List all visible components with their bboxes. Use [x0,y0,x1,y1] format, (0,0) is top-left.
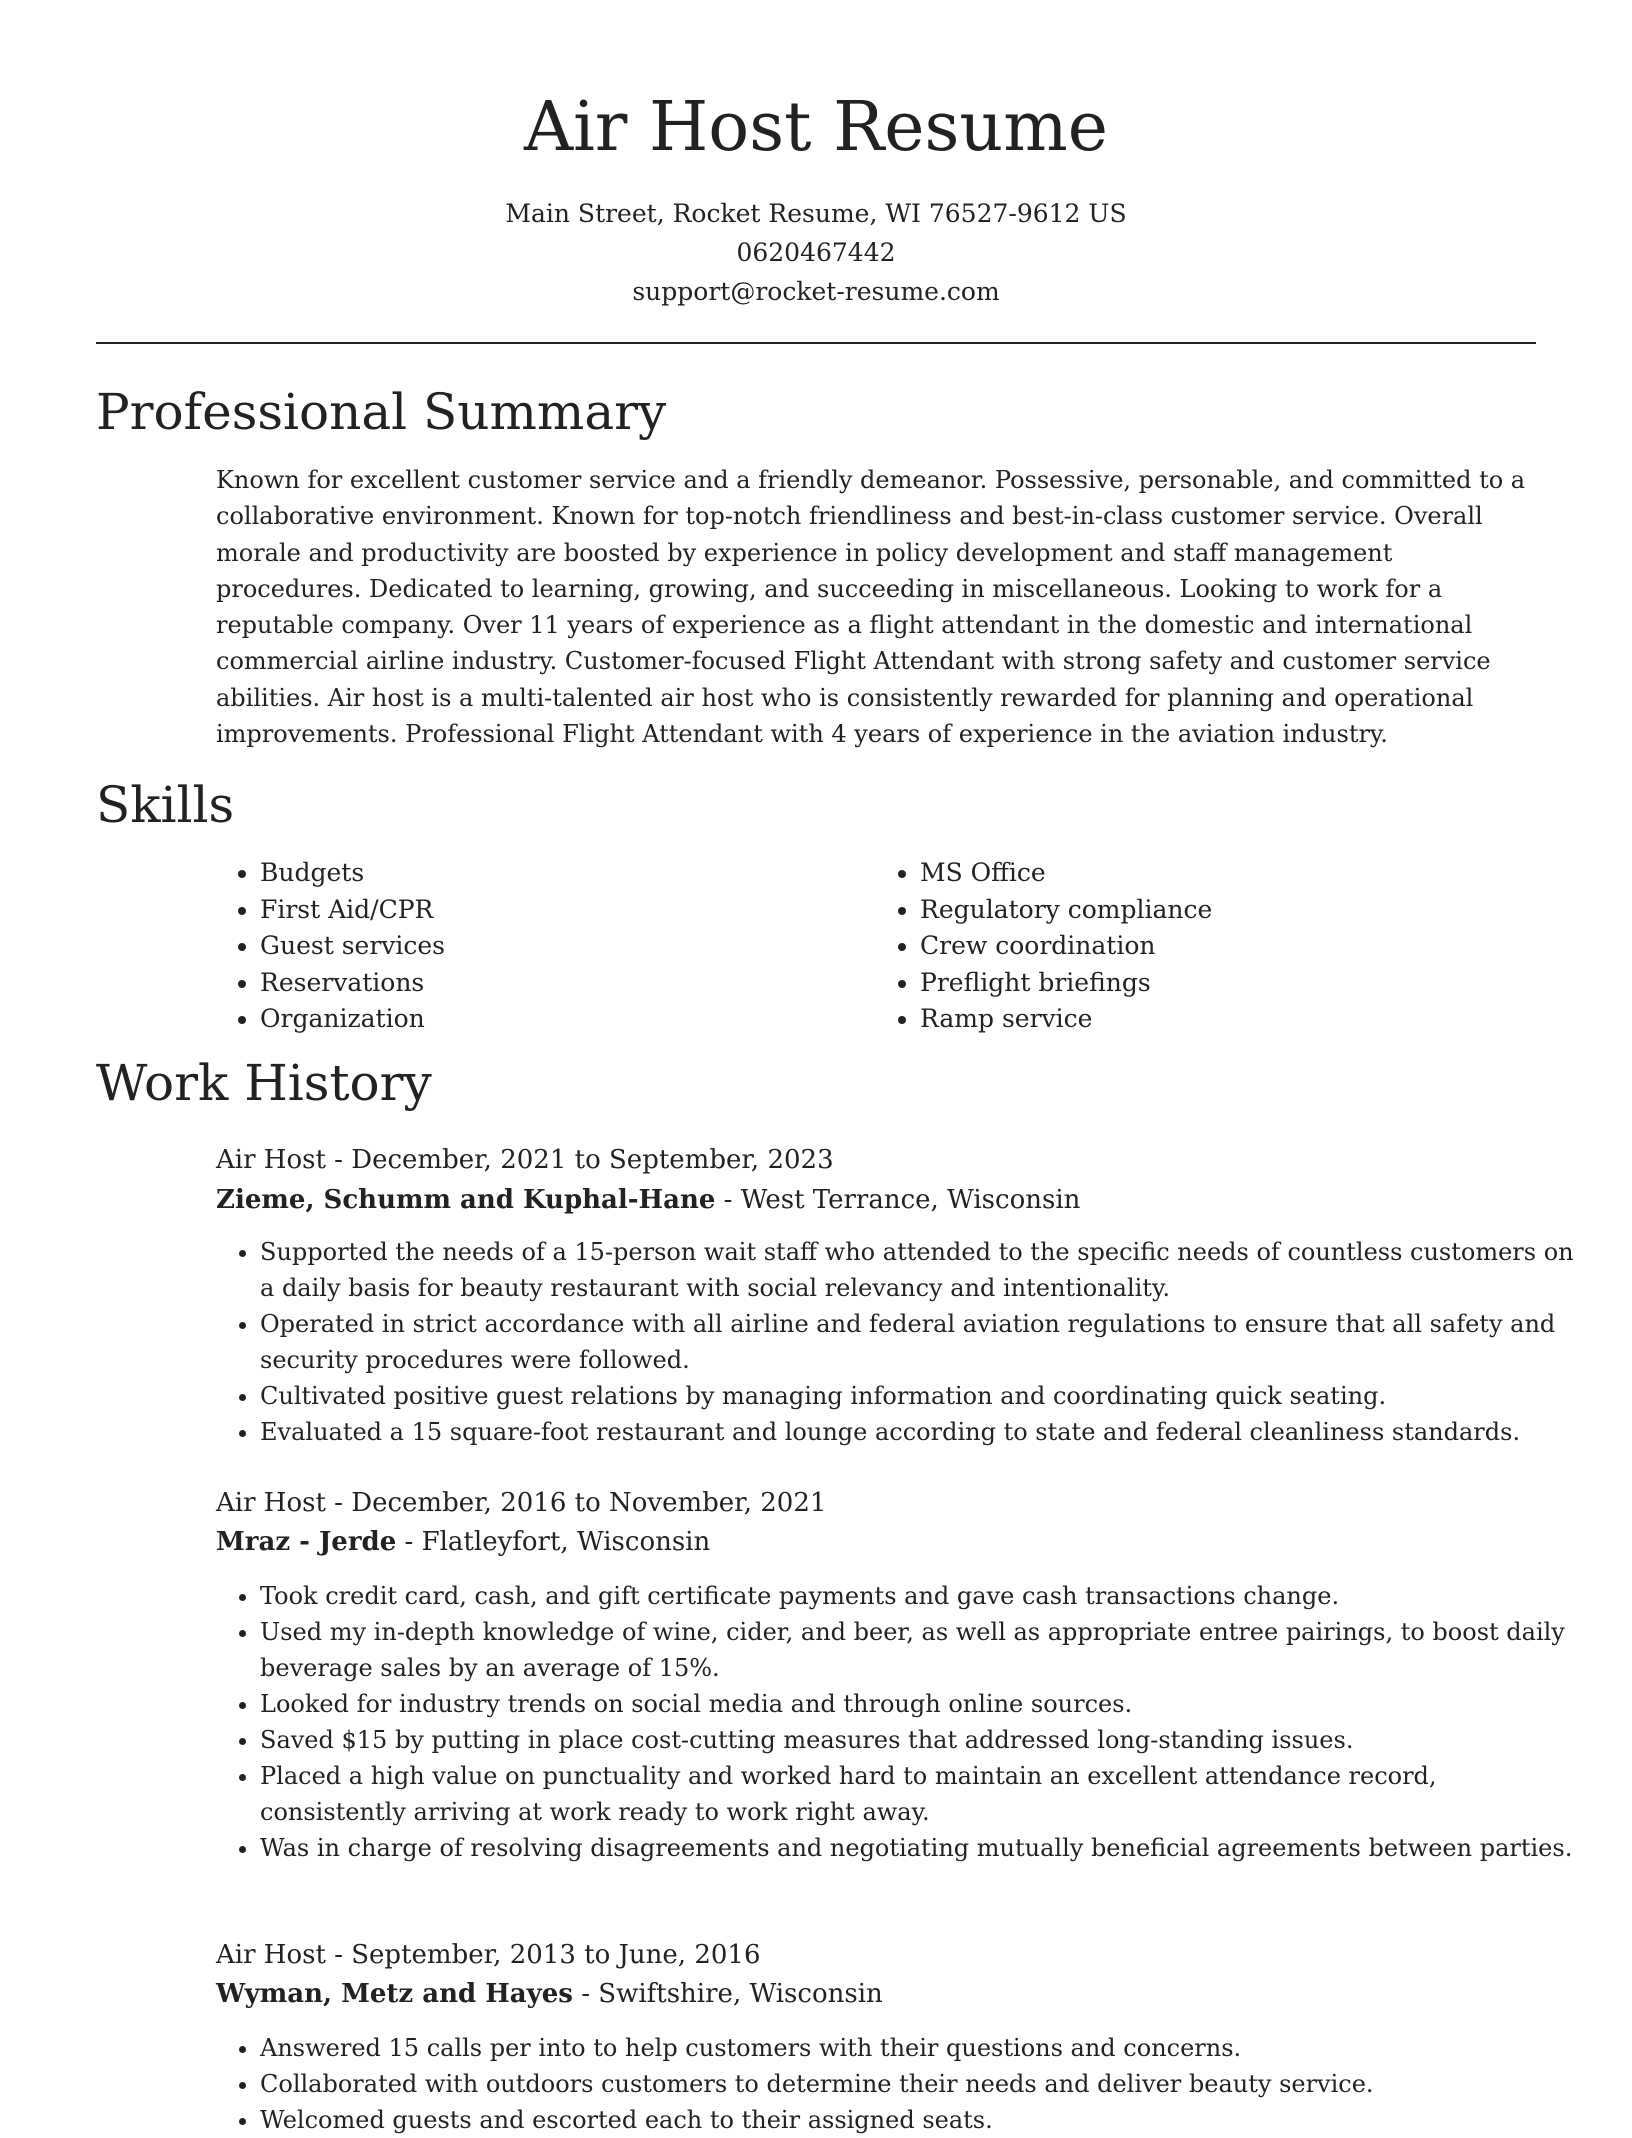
job-title: Air Host [216,1145,326,1175]
job-company-line: Mraz - Jerde - Flatleyfort, Wisconsin [216,1527,711,1557]
job-title: Air Host [216,1488,326,1518]
job-title-line: Air Host - December, 2021 to September, 2023 [216,1145,834,1175]
job-bullets [216,2030,1580,2138]
job-bullet: • Answered 15 calls per into to help customers with their questions and concerns. [260,2030,1580,2066]
job-bullets [216,1578,1580,1866]
job-title-line: Air Host - September, 2013 to June, 2016 [216,1940,761,1970]
skills-column-left [216,855,876,1038]
job-title-line: Air Host - December, 2016 to November, 2021 [216,1488,827,1518]
job-company-line: Wyman, Metz and Hayes - Swiftshire, Wisconsin [216,1979,883,2009]
job-company: Mraz - Jerde [216,1527,397,1557]
skill-item: • Crew coordination [920,928,1536,965]
skill-item: • Guest services [260,928,876,965]
summary-text: Known for excellent customer service and a friendly demeanor. Possessive, personable, and committed to a collaborative environment. Known for top-notch friendliness and best-in-class customer service. Overall morale and productivity are boosted by experience in policy development and staff management procedures. Dedicated to learning, growing, and succeeding in miscellaneous. Looking to work for a reputable company. Over 11 years of experience as a flight attendant in the domestic and international commercial airline industry. Customer-focused Flight Attendant with strong safety and customer service abilities. Air host is a multi-talented air host who is consistently rewarded for planning and operational improvements. Professional Flight Attendant with 4 years of experience in the aviation industry. [216,466,1526,749]
job-bullet: • Placed a high value on punctuality and worked hard to maintain an excellent attendance record, consistently arriving at work ready to work right away. [260,1758,1580,1830]
job-dates: December, 2016 to November, 2021 [351,1488,827,1518]
job-bullet: • Welcomed guests and escorted each to their assigned seats. [260,2102,1580,2138]
contact-email: support@rocket-resume.com [632,277,1000,306]
skill-item: • Preflight briefings [920,965,1536,1002]
job-company: Zieme, Schumm and Kuphal-Hane [216,1185,716,1215]
skill-item: • Organization [260,1001,876,1038]
skills-list [216,855,1536,1038]
job-location: West Terrance, Wisconsin [740,1185,1081,1215]
skill-item: • First Aid/CPR [260,892,876,929]
contact-block [0,194,1632,311]
job-bullet: • Evaluated a 15 square-foot restaurant and lounge according to state and federal cleanliness standards. [260,1414,1580,1450]
skill-item: • Reservations [260,965,876,1002]
skill-item: • Ramp service [920,1001,1536,1038]
skills-column-right [876,855,1536,1038]
contact-phone: 0620467442 [736,238,896,267]
job-bullet: • Looked for industry trends on social media and through online sources. [260,1686,1580,1722]
job-bullet: • Supported the needs of a 15-person wait staff who attended to the specific needs of countless customers on a daily basis for beauty restaurant with social relevancy and intentionality. [260,1234,1580,1306]
header-divider [96,342,1536,344]
job-location: Flatleyfort, Wisconsin [421,1527,711,1557]
job-bullets [216,1234,1580,1450]
skill-item: • Regulatory compliance [920,892,1536,929]
job-bullet: • Cultivated positive guest relations by managing information and coordinating quick seating. [260,1378,1580,1414]
job-dates: September, 2013 to June, 2016 [351,1940,761,1970]
job-bullet: • Was in charge of resolving disagreements and negotiating mutually beneficial agreements between parties. [260,1830,1580,1866]
job-company: Wyman, Metz and Hayes [216,1979,573,2009]
resume-header [0,0,1632,311]
job-bullet: • Collaborated with outdoors customers to determine their needs and deliver beauty service. [260,2066,1580,2102]
job-dates: December, 2021 to September, 2023 [351,1145,834,1175]
skill-item: • MS Office [920,855,1536,892]
contact-address: Main Street, Rocket Resume, WI 76527-9612 US [505,199,1127,228]
resume-title: Air Host Resume [524,88,1108,167]
summary-heading: Professional Summary [96,383,667,441]
job-bullet: • Took credit card, cash, and gift certificate payments and gave cash transactions change. [260,1578,1580,1614]
skills-heading: Skills [96,776,235,834]
job-bullet: • Operated in strict accordance with all airline and federal aviation regulations to ensure that all safety and security procedures were followed. [260,1306,1580,1378]
job-company-line: Zieme, Schumm and Kuphal-Hane - West Terrance, Wisconsin [216,1185,1081,1215]
job-location: Swiftshire, Wisconsin [598,1979,883,2009]
job-title: Air Host [216,1940,326,1970]
job-bullet: • Used my in-depth knowledge of wine, cider, and beer, as well as appropriate entree pairings, to boost daily beverage sales by an average of 15%. [260,1614,1580,1686]
job-bullet: • Saved $15 by putting in place cost-cutting measures that addressed long-standing issues. [260,1722,1580,1758]
work-history-heading: Work History [96,1054,432,1112]
skill-item: • Budgets [260,855,876,892]
